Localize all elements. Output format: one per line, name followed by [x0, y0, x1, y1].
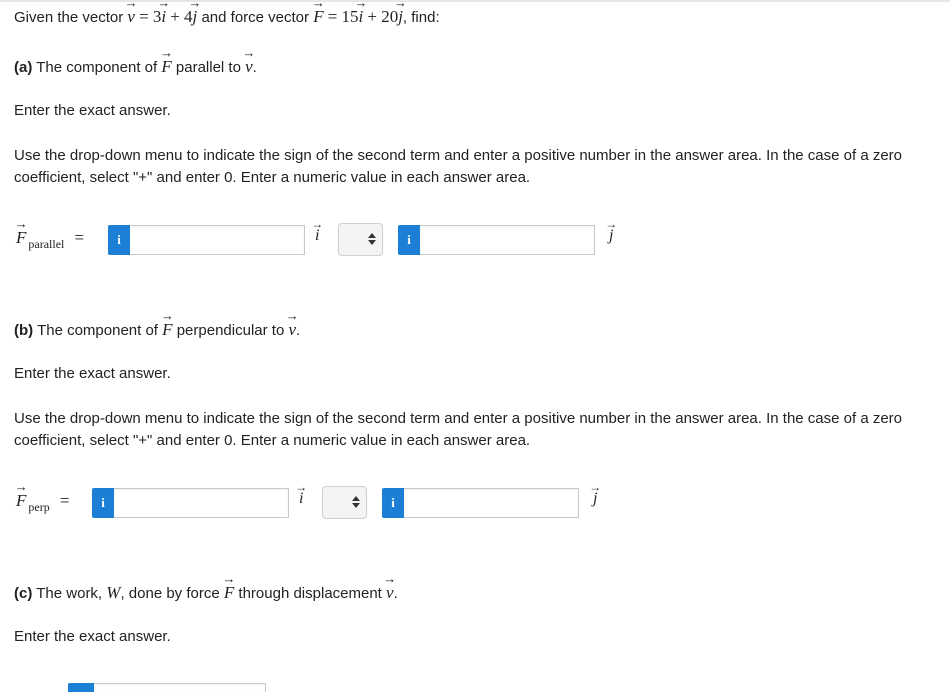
vector-f: → F: [160, 308, 174, 339]
part-b-i-coefficient-input[interactable]: [114, 488, 289, 518]
unit-j: → j: [394, 0, 408, 26]
v-j-coefficient: 4: [184, 7, 193, 26]
vector-v: → v: [285, 308, 299, 339]
unit-i: → i: [295, 480, 308, 507]
part-a-sign-select[interactable]: [338, 223, 383, 256]
vector-f: → F: [14, 479, 28, 510]
part-b-heading: (b) The component of → F perpendicular to → v.: [14, 308, 301, 339]
select-arrows-icon: [368, 232, 376, 248]
unit-i: → i: [311, 217, 324, 244]
part-b-info2-icon[interactable]: i: [382, 488, 404, 518]
part-b-instructions: Use the drop-down menu to indicate the sign of the second term and enter a positive number in the answer area. In the case of a zero coefficient, select "+" and enter 0. Enter a numeric value in each answer area.: [14, 410, 903, 449]
f-i-coefficient: 15: [341, 7, 359, 26]
part-b-j-coefficient-input[interactable]: [404, 488, 579, 518]
select-arrows-icon: [352, 495, 360, 511]
part-c-work-input[interactable]: [94, 683, 266, 692]
part-a-info1-icon[interactable]: i: [108, 225, 130, 255]
part-c-heading: (c) The work, W, done by force → F through displacement → v.: [14, 571, 398, 602]
part-b-sign-select[interactable]: [322, 486, 367, 519]
vector-f: → F: [160, 45, 174, 76]
part-a-label: (a): [14, 59, 33, 76]
part-a-instructions: Use the drop-down menu to indicate the sign of the second term and enter a positive number in the answer area. In the case of a zero coefficient, select "+" and enter 0. Enter a numeric value in each answer area.: [14, 147, 903, 186]
vector-f: → F: [311, 0, 325, 26]
unit-j: → j: [589, 480, 602, 507]
part-b-label: (b): [14, 322, 34, 339]
f-j-coefficient: 20: [381, 7, 399, 26]
top-border: [0, 0, 950, 2]
part-a-info2-icon[interactable]: i: [398, 225, 420, 255]
vector-f: → F: [14, 216, 28, 247]
part-a-enter-exact: Enter the exact answer.: [14, 102, 171, 119]
part-c-label: (c): [14, 585, 33, 602]
v-i-coefficient: 3: [152, 7, 162, 26]
part-a-i-coefficient-input[interactable]: [130, 225, 305, 255]
parallel-subscript: parallel: [28, 237, 65, 251]
vector-v: → v: [124, 0, 138, 26]
vector-v: → v: [383, 571, 397, 602]
part-c-info-icon[interactable]: [68, 683, 94, 692]
vector-f: → F: [222, 571, 236, 602]
part-a-j-coefficient-input[interactable]: [420, 225, 595, 255]
part-c-enter-exact: Enter the exact answer.: [14, 628, 171, 645]
intro-prefix: Given the vector: [14, 9, 124, 26]
vector-v: → v: [242, 45, 256, 76]
unit-i: → i: [157, 0, 171, 26]
part-a-heading: (a) The component of → F parallel to → v.: [14, 45, 257, 76]
part-b-enter-exact: Enter the exact answer.: [14, 365, 171, 382]
intro-middle: and force vector: [201, 9, 310, 26]
work-symbol: W: [106, 583, 121, 602]
part-b-info1-icon[interactable]: i: [92, 488, 114, 518]
part-a-lhs: → F $_{parallel}$ =: [14, 216, 85, 251]
unit-j: → j: [188, 0, 202, 26]
intro-line: Given the vector → v = 3 → i + 4 → j and force vector → F = 15 → i + 20 → j, find:: [14, 0, 440, 26]
unit-i: → i: [354, 0, 368, 26]
part-b-lhs: → F $_{perp}$ =: [14, 479, 70, 514]
perp-subscript: perp: [28, 500, 50, 514]
unit-j: → j: [605, 217, 618, 244]
